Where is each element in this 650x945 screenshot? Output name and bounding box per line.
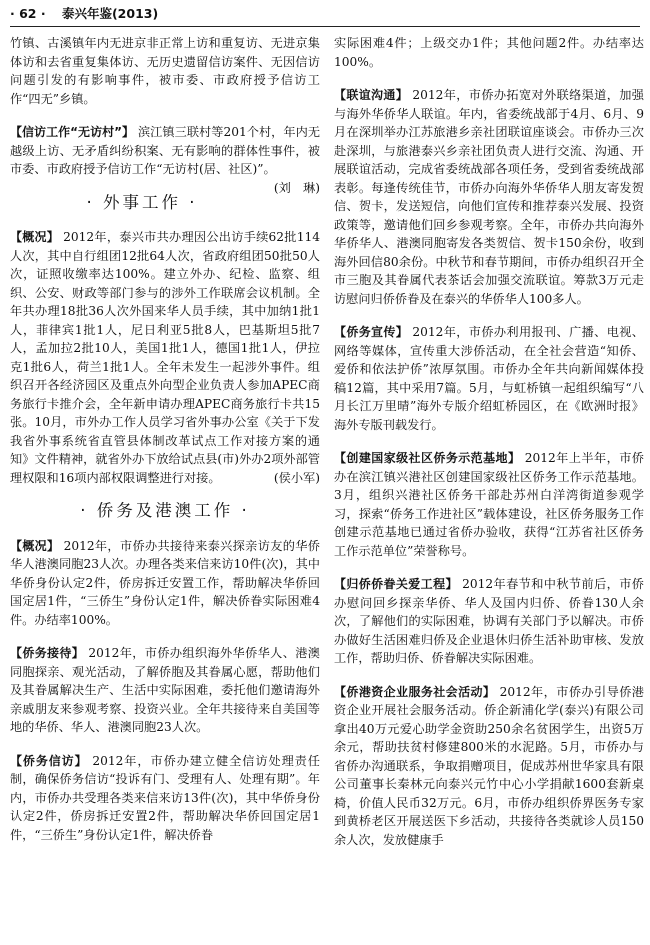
entry-publicity [334,323,644,434]
left-column [10,34,320,859]
entry-label: 【侨务接待】 [10,646,85,660]
entry-label: 【联谊沟通】 [334,88,409,102]
entry-foreign-overview [10,228,320,487]
continued-paragraph: 实际困难4件；上级交办1件；其他问题2件。办结率达100%。 [334,36,644,69]
entry-text: 2012年上半年，市侨办在滨江镇兴港社区创建国家级社区侨务工作示范基地。3月，组织兴港社区侨务干部赴苏州白洋湾街道参观学习，探索“侨务工作进社区”载体建设，社区侨务服务工作创建示范基地已通过省侨办验收，获得“江苏省社区侨务工作示范单位”荣誉称号。 [334,451,644,558]
entry-text: 滨江镇三联村等201个村，年内无越级上访、无矛盾纠纷积案、无有影响的群体性事件，被市委、市政府授予信访工作“无访村(居、社区)”。 [10,125,321,176]
entry-label: 【概况】 [10,230,60,244]
intro-paragraph: 竹镇、古溪镇年内无进京非正常上访和重复访、无进京集体访和去省重复集体访、无历史遗留信访案件、无因信访问题引发的有影响事件，被市委、市政府授予信访工作“四无”乡镇。 [10,36,320,106]
entry-label: 【侨务宣传】 [334,325,409,339]
entry-overseas-reception [10,644,320,737]
entry-care-project [334,575,644,668]
entry-text: 2012年，市侨办拓宽对外联络渠道，加强与海外华侨华人联谊。年内，省委统战部于4月、6月、9月在深圳举办江苏旅港乡亲社团联谊座谈会。市侨办三次赴深圳，与旅港泰兴乡亲社团负责人进行交流、沟通、开展联谊活动，完成省委统战部各项任务，受到省委统战部表彰。每逢传统佳节，市侨办向海外华侨华人朋友寄发贺信、贺卡，发送短信，向他们宣传和推荐泰兴发展、投资政策等，邀请他们回乡参观考察。全年，市侨办共向海外华侨华人、港澳同胞寄发各类贺信、贺卡150余份，收到海外回信80余份。中秋节和春节期间，市侨办组织召开全市三胞及其眷属代表茶话会加强交流联谊。筹款3万元走访慰问归侨侨眷及在泰兴的华侨华人100多人。 [334,88,644,306]
entry-liaison [334,86,644,308]
page-header [10,4,640,27]
page-number: · 62 · [10,6,46,21]
section-title-foreign-affairs: · 外事工作 · [86,192,198,212]
entry-no-visit-village [10,123,321,195]
entry-text: 2012年春节和中秋节前后，市侨办慰问回乡探亲华侨、华人及国内归侨、侨眷130人余次，了解他们的实际困难，协调有关部门予以解决。市侨办做好生活困难归侨及企业退休归侨生活补助审核、发放工作，帮助归侨、侨眷解决实际困难。 [334,577,644,665]
author: (侯小军) [273,470,320,485]
entry-enterprise-service [334,683,644,850]
entry-overseas-overview [10,537,320,630]
author: (刘 琳) [273,180,320,195]
entry-text: 2012年，泰兴市共办理因公出访手续62批114人次，其中自行组团12批64人次，省政府组团50批50人次，证照收缴率达100%。建立外办、纪检、监察、组织、公安、财政等部门参与的涉外工作联席会议机制。全年共办理18批36人次外国来华人员手续，其中加纳1批1人，菲律宾1批1人，尼日利亚5批8人，巴基斯坦5批7人，孟加拉2批10人，美国1批1人，德国1批1人，伊拉克1批6人，荷兰1批1人。全年未发生一起涉外事件。组织召开各经济园区及重点外向型企业负责人参加APEC商务旅行卡推介会，全年新申请办理APEC商务旅行卡共15张。10月，市外办工作人员学习省外事办公室《关于下发我省外事系统省直管县体制改革试点工作对接方案的通知》文件精神，就省外办下放给试点县(市)外办2项外部管理权限和16项内部权限调整进行对接。 [10,230,320,485]
entry-text: 2012年，市侨办利用报刊、广播、电视、网络等媒体，宣传重大涉侨活动，在全社会营造“知侨、爱侨和依法护侨”浓厚氛围。市侨办全年共向新闻媒体投稿12篇，其中采用7篇。5月，与虹桥镇一起组织编写“八月长江万里晴”海外专版介绍虹桥园区，在《欧洲时报》海外专版刊载发行。 [334,325,644,432]
entry-label: 【侨港资企业服务社会活动】 [334,684,496,699]
entry-text: 2012年，市侨办组织海外华侨华人、港澳同胞探亲、观光活动，了解侨胞及其眷属心愿，帮助他们及其眷属解决生产、生活中实际困难，委托他们邀请海外亲戚朋友来参观考察、投资兴业。全年共接待来自美国等地的华侨、华人、港澳同胞23人次。 [10,646,320,734]
entry-text: 2012年，市侨办共接待来泰兴探亲访友的华侨华人港澳同胞23人次。办理各类来信来访10件(次)，其中华侨身份认定2件，侨房拆迁安置工作，帮助解决华侨回国定居1件，“三侨生”身份认定1件，解决侨眷实际困难4件。办结率100%。 [10,538,320,627]
entry-text: 2012年，市侨办建立健全信访处理责任制，确保侨务信访“投诉有门、受理有人、处理有期”。年内，市侨办共受理各类来信来访13件(次)，其中华侨身份认定2件，侨房拆迁安置2件，帮助解决华侨回国定居1件，“三侨生”身份认定1件，解决侨眷 [10,753,320,842]
entry-overseas-petitions [10,752,320,845]
entry-label: 【创建国家级社区侨务示范基地】 [334,451,521,465]
entry-label: 【信访工作“无访村”】 [10,125,135,139]
entry-label: 【侨务信访】 [10,753,88,768]
entry-community-base [334,449,644,560]
book-title: 泰兴年鉴(2013) [61,6,159,21]
entry-label: 【概况】 [10,538,60,553]
entry-text: 2012年，市侨办引导侨港资企业开展社会服务活动。侨企新浦化学(泰兴)有限公司拿出40万元爱心助学金资助250余名贫困学生，出资5万余元，帮助扶贫村修建800米的水泥路。5月，市侨办与省侨办沟通联系，争取捐赠项目，促成苏州世华家具有限公司董事长秦林元向泰兴元竹中心小学捐献1600套新桌椅，价值人民币32万元。6月，市侨办组织侨界医务专家到黄桥老区开展送医下乡活动，共接待各类就诊人员150余人次，发放健康手 [334,684,644,847]
entry-label: 【归侨侨眷关爱工程】 [334,577,458,591]
right-column [334,34,644,864]
section-title-overseas-chinese: · 侨务及港澳工作 · [80,501,250,520]
